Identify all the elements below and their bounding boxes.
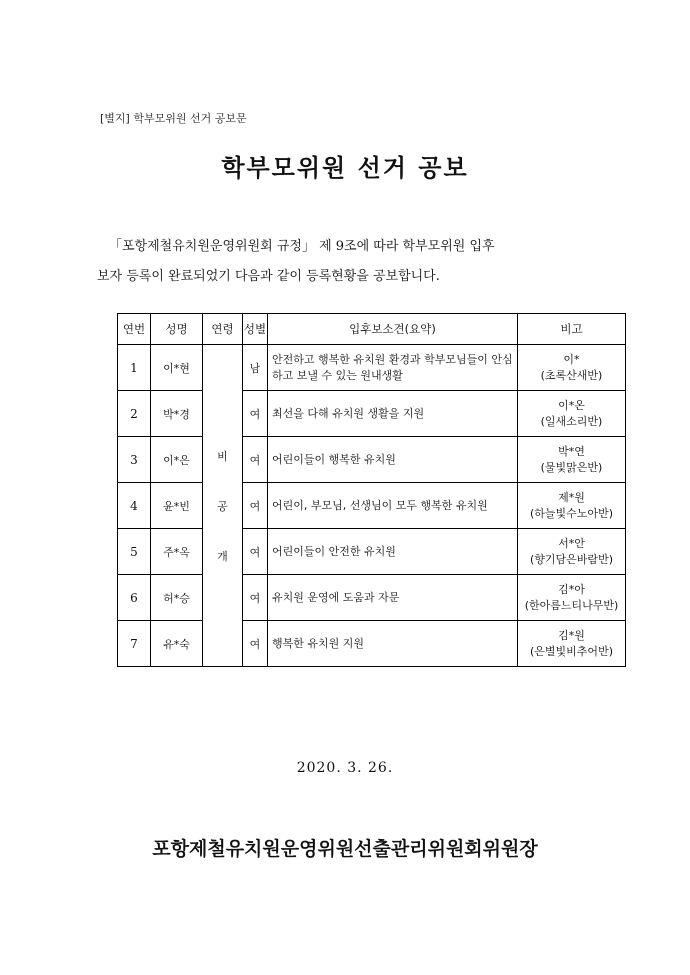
header-age: 연령 xyxy=(203,314,243,345)
note-class-name: (물빛맑은반) xyxy=(540,460,603,474)
row-name: 박*경 xyxy=(151,391,203,437)
row-note xyxy=(518,345,626,391)
row-no: 2 xyxy=(118,391,151,437)
table-row xyxy=(118,575,626,621)
intro-line-1: 「포항제철유치원운영위원회 규정」 제 9조에 따라 학부모위원 입후 xyxy=(109,239,495,254)
row-name: 주*옥 xyxy=(151,529,203,575)
table-row xyxy=(118,345,626,391)
row-pledge: 어린이, 부모님, 선생님이 모두 행복한 유치원 xyxy=(268,483,518,529)
row-name: 허*승 xyxy=(151,575,203,621)
row-note xyxy=(518,483,626,529)
table-row xyxy=(118,483,626,529)
note-class-name: (일새소리반) xyxy=(540,414,603,428)
row-pledge: 어린이들이 안전한 유치원 xyxy=(268,529,518,575)
table-row xyxy=(118,529,626,575)
intro-line-2: 보자 등록이 완료되었기 다음과 같이 등록현황을 공보합니다. xyxy=(97,269,440,284)
row-note xyxy=(518,391,626,437)
age-char: 공 xyxy=(217,499,228,513)
table-row xyxy=(118,621,626,667)
signer-title: 포항제철유치원운영위원선출관리위원회위원장 xyxy=(152,838,538,860)
row-note xyxy=(518,575,626,621)
row-note xyxy=(518,621,626,667)
row-name: 윤*빈 xyxy=(151,483,203,529)
document-date: 2020. 3. 26. xyxy=(296,760,394,776)
row-gender: 여 xyxy=(243,391,268,437)
header-pledge: 입후보소견(요약) xyxy=(268,314,518,345)
row-pledge: 어린이들이 행복한 유치원 xyxy=(268,437,518,483)
row-no: 1 xyxy=(118,345,151,391)
row-no: 4 xyxy=(118,483,151,529)
row-gender: 여 xyxy=(243,621,268,667)
row-name: 이*현 xyxy=(151,345,203,391)
row-no: 7 xyxy=(118,621,151,667)
annex-label: [별지] 학부모위원 선거 공보문 xyxy=(100,112,247,125)
row-pledge: 안전하고 행복한 유치원 환경과 학부모님들이 안심하고 보낼 수 있는 원내생활 xyxy=(268,345,518,391)
header-gender: 성별 xyxy=(243,314,268,345)
row-no: 6 xyxy=(118,575,151,621)
row-pledge: 유치원 운영에 도움과 자문 xyxy=(268,575,518,621)
note-class-name: (초록산새반) xyxy=(540,368,603,382)
row-note xyxy=(518,529,626,575)
row-no: 5 xyxy=(118,529,151,575)
page-title: 학부모위원 선거 공보 xyxy=(221,154,469,182)
note-child-name: 박*연 xyxy=(558,444,585,458)
row-pledge: 최선을 다해 유치원 생활을 지원 xyxy=(268,391,518,437)
row-gender: 남 xyxy=(243,345,268,391)
note-child-name: 이* xyxy=(563,352,580,366)
row-note xyxy=(518,437,626,483)
table-header-row xyxy=(118,314,626,345)
table-row xyxy=(118,437,626,483)
row-name: 유*숙 xyxy=(151,621,203,667)
age-char: 개 xyxy=(217,549,228,563)
row-gender: 여 xyxy=(243,529,268,575)
note-class-name: (은별빛비추어반) xyxy=(530,644,613,658)
row-gender: 여 xyxy=(243,437,268,483)
header-note: 비고 xyxy=(518,314,626,345)
row-pledge: 행복한 유치원 지원 xyxy=(268,621,518,667)
note-class-name: (한아름느티나무반) xyxy=(524,598,619,612)
row-gender: 여 xyxy=(243,575,268,621)
note-child-name: 김*원 xyxy=(558,628,585,642)
intro-paragraph xyxy=(97,232,577,292)
age-char: 비 xyxy=(217,449,228,463)
note-child-name: 이*온 xyxy=(558,398,585,412)
note-child-name: 김*아 xyxy=(558,582,585,596)
note-child-name: 제*원 xyxy=(558,490,585,504)
candidate-table xyxy=(117,313,626,667)
table-row xyxy=(118,391,626,437)
row-gender: 여 xyxy=(243,483,268,529)
note-class-name: (하늘빛수노아반) xyxy=(530,506,613,520)
row-name: 이*은 xyxy=(151,437,203,483)
age-merged-cell xyxy=(203,345,243,667)
note-class-name: (향기담은바람반) xyxy=(530,552,613,566)
row-no: 3 xyxy=(118,437,151,483)
header-name: 성명 xyxy=(151,314,203,345)
header-no: 연번 xyxy=(118,314,151,345)
note-child-name: 서*안 xyxy=(558,536,585,550)
